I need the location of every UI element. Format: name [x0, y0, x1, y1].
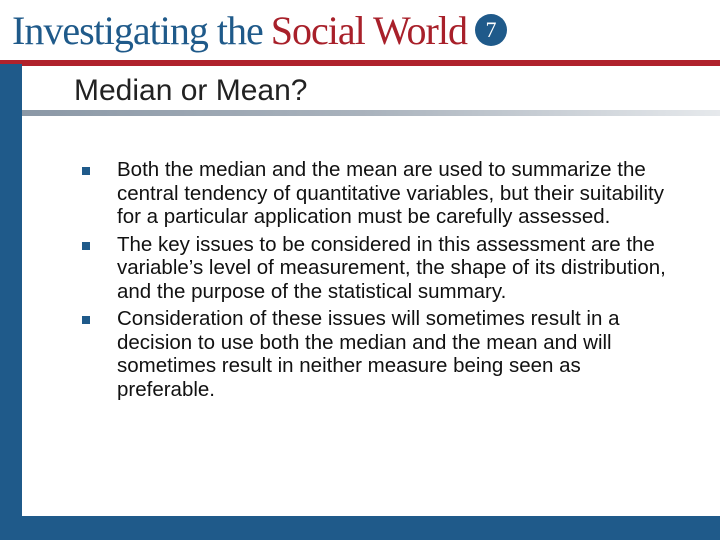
square-bullet-icon: [82, 242, 90, 250]
bottom-accent-bar: [0, 516, 720, 540]
bullet-item: [82, 307, 682, 401]
title-underline: [22, 110, 720, 116]
brand-title-part1: Investigating the: [12, 7, 263, 53]
square-bullet-icon: [82, 167, 90, 175]
header-red-rule: [0, 60, 720, 66]
square-bullet-icon: [82, 316, 90, 324]
bullet-text: Both the median and the mean are used to summarize the central tendency of quantitative variables, but their suitability for a particular application must be carefully assessed.: [117, 158, 664, 228]
slide-title: Median or Mean?: [74, 74, 308, 107]
brand-title-part2: Social World: [270, 7, 467, 53]
bullet-item: [82, 233, 682, 304]
bullet-text: The key issues to be considered in this assessment are the variable’s level of measurement, the shape of its distribution, and the purpose of the statistical summary.: [117, 232, 666, 303]
left-accent-bar: [0, 64, 22, 540]
edition-badge: 7: [475, 14, 507, 46]
bullet-text: Consideration of these issues will sometimes result in a decision to use both the median and the mean and will sometimes result in neither measure being seen as preferable.: [117, 307, 620, 401]
bullet-item: [82, 158, 682, 229]
slide-header: [0, 0, 720, 60]
book-brand-logo: [12, 4, 507, 56]
bullet-list: [82, 158, 682, 405]
